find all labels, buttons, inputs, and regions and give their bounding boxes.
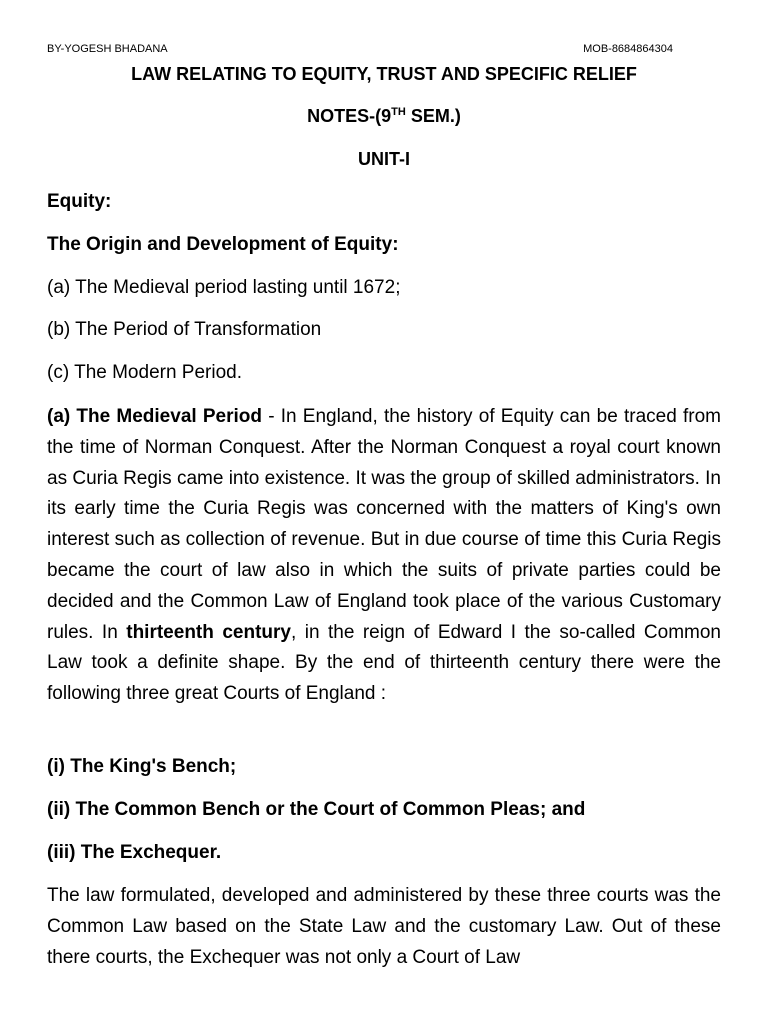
document-subtitle bbox=[0, 105, 768, 127]
author-name: BY-YOGESH BHADANA bbox=[47, 43, 168, 55]
medieval-period-paragraph bbox=[47, 402, 721, 710]
equity-heading: Equity: bbox=[47, 191, 112, 212]
period-item: (b) The Period of Transformation bbox=[47, 319, 322, 340]
court-item: (iii) The Exchequer. bbox=[47, 842, 222, 863]
author-mobile: MOB-8684864304 bbox=[583, 43, 673, 55]
origin-heading: The Origin and Development of Equity: bbox=[47, 234, 399, 255]
common-law-paragraph: The law formulated, developed and administered by these three courts was the Common Law based on the State Law and the customary Law. Out of these there courts, the Exchequer was not only a Court of Law bbox=[47, 885, 721, 968]
period-item: (a) The Medieval period lasting until 1672; bbox=[47, 277, 401, 298]
medieval-emphasis: thirteenth century bbox=[126, 621, 291, 643]
document-title: LAW RELATING TO EQUITY, TRUST AND SPECIFIC RELIEF bbox=[131, 64, 637, 84]
subtitle-suffix: SEM.) bbox=[405, 106, 461, 126]
court-item: (i) The King's Bench; bbox=[47, 756, 237, 777]
medieval-text-2: , in the reign of Edward I the so-called Common Law took a definite shape. By the end of thirteenth century there were the following three great Courts of England : bbox=[47, 621, 721, 705]
period-item: (c) The Modern Period. bbox=[47, 362, 243, 383]
subtitle-superscript: TH bbox=[391, 106, 406, 118]
subtitle-prefix: NOTES-(9 bbox=[307, 106, 392, 126]
court-item: (ii) The Common Bench or the Court of Common Pleas; and bbox=[47, 799, 586, 820]
unit-heading: UNIT-I bbox=[358, 149, 410, 169]
medieval-text-1: - In England, the history of Equity can be traced from the time of Norman Conquest. After the Norman Conquest a royal court known as Curia Regis came into existence. It was the group of skilled administrators. In its early time the Curia Regis was concerned with the matters of King's own interest such as collection of revenue. But in due course of time this Curia Regis became the court of law also in which the suits of private parties could be decided and the Common Law of England took place of the various Customary rules. In bbox=[47, 406, 721, 643]
medieval-period-lead: (a) The Medieval Period bbox=[47, 406, 262, 427]
